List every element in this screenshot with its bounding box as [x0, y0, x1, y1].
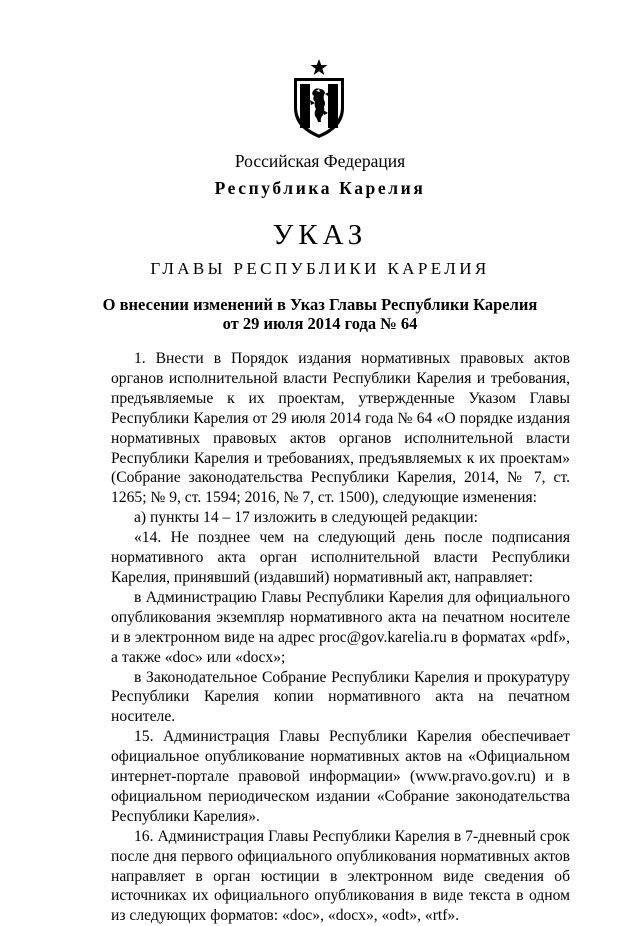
paragraph-14-assembly: в Законодательное Собрание Республики Карелия и прокуратуру Республики Карелия копии нормативного акта на печатном носителе.: [111, 668, 570, 726]
coat-of-arms-emblem: [289, 58, 349, 140]
decree-title-line-1: О внесении изменений в Указ Главы Республики Карелия: [102, 295, 538, 314]
paragraph-16: 16. Администрация Главы Республики Карелия в 7-дневный срок после дня первого официального опубликования нормативных актов направляет в орган юстиции в электронном виде сведения об источниках их официального опубликования в виде текста в одном из следующих форматов: «doc», «docx», «odt», «rtf».: [111, 827, 570, 925]
republic-name: Республика Карелия: [214, 178, 426, 198]
paragraph-subitem-a: а) пункты 14 – 17 изложить в следующей редакции:: [134, 509, 478, 527]
paragraph-1: 1. Внести в Порядок издания нормативных правовых актов органов исполнительной власти Республики Карелия и требования, предъявляемые к их проектам, утвержденные Указом Главы Республики Карелия от 29 июля 2014 года № 64 «О порядке издания нормативных правовых актов органов исполнительной власти Республики Карелия и требованиях, предъявляемых к их проектам» (Собрание законодательства Республики Карелия, 2014, № 7, ст. 1265; № 9, ст. 1594; 2016, № 7, ст. 1500), следующие изменения:: [111, 350, 570, 507]
federation-name: Российская Федерация: [234, 151, 406, 171]
paragraph-15: 15. Администрация Главы Республики Карелия обеспечивает официальное опубликование нормативных актов на «Официальном интернет-портале правовой информации» (www.pravo.gov.ru) и в официальном периодическом издании «Собрание законодательства Республики Карелия».: [111, 728, 570, 825]
issuer-title: ГЛАВЫ РЕСПУБЛИКИ КАРЕЛИЯ: [150, 259, 490, 278]
paragraph-14: «14. Не позднее чем на следующий день после подписания нормативного акта орган исполнительной власти Республики Карелия, принявший (издавший) нормативный акт, направляет:: [111, 529, 570, 586]
document-type: УКАЗ: [272, 219, 368, 251]
paragraph-14-administration: в Администрацию Главы Республики Карелия для официального опубликования экземпляр нормативного акта на печатном носителе и в электронном виде на адрес proc@gov.karelia.ru в форматах «pdf», а также «doc» или «docx»;: [111, 588, 570, 666]
document-body: [111, 349, 570, 926]
decree-title-line-2: от 29 июля 2014 года № 64: [222, 314, 418, 333]
